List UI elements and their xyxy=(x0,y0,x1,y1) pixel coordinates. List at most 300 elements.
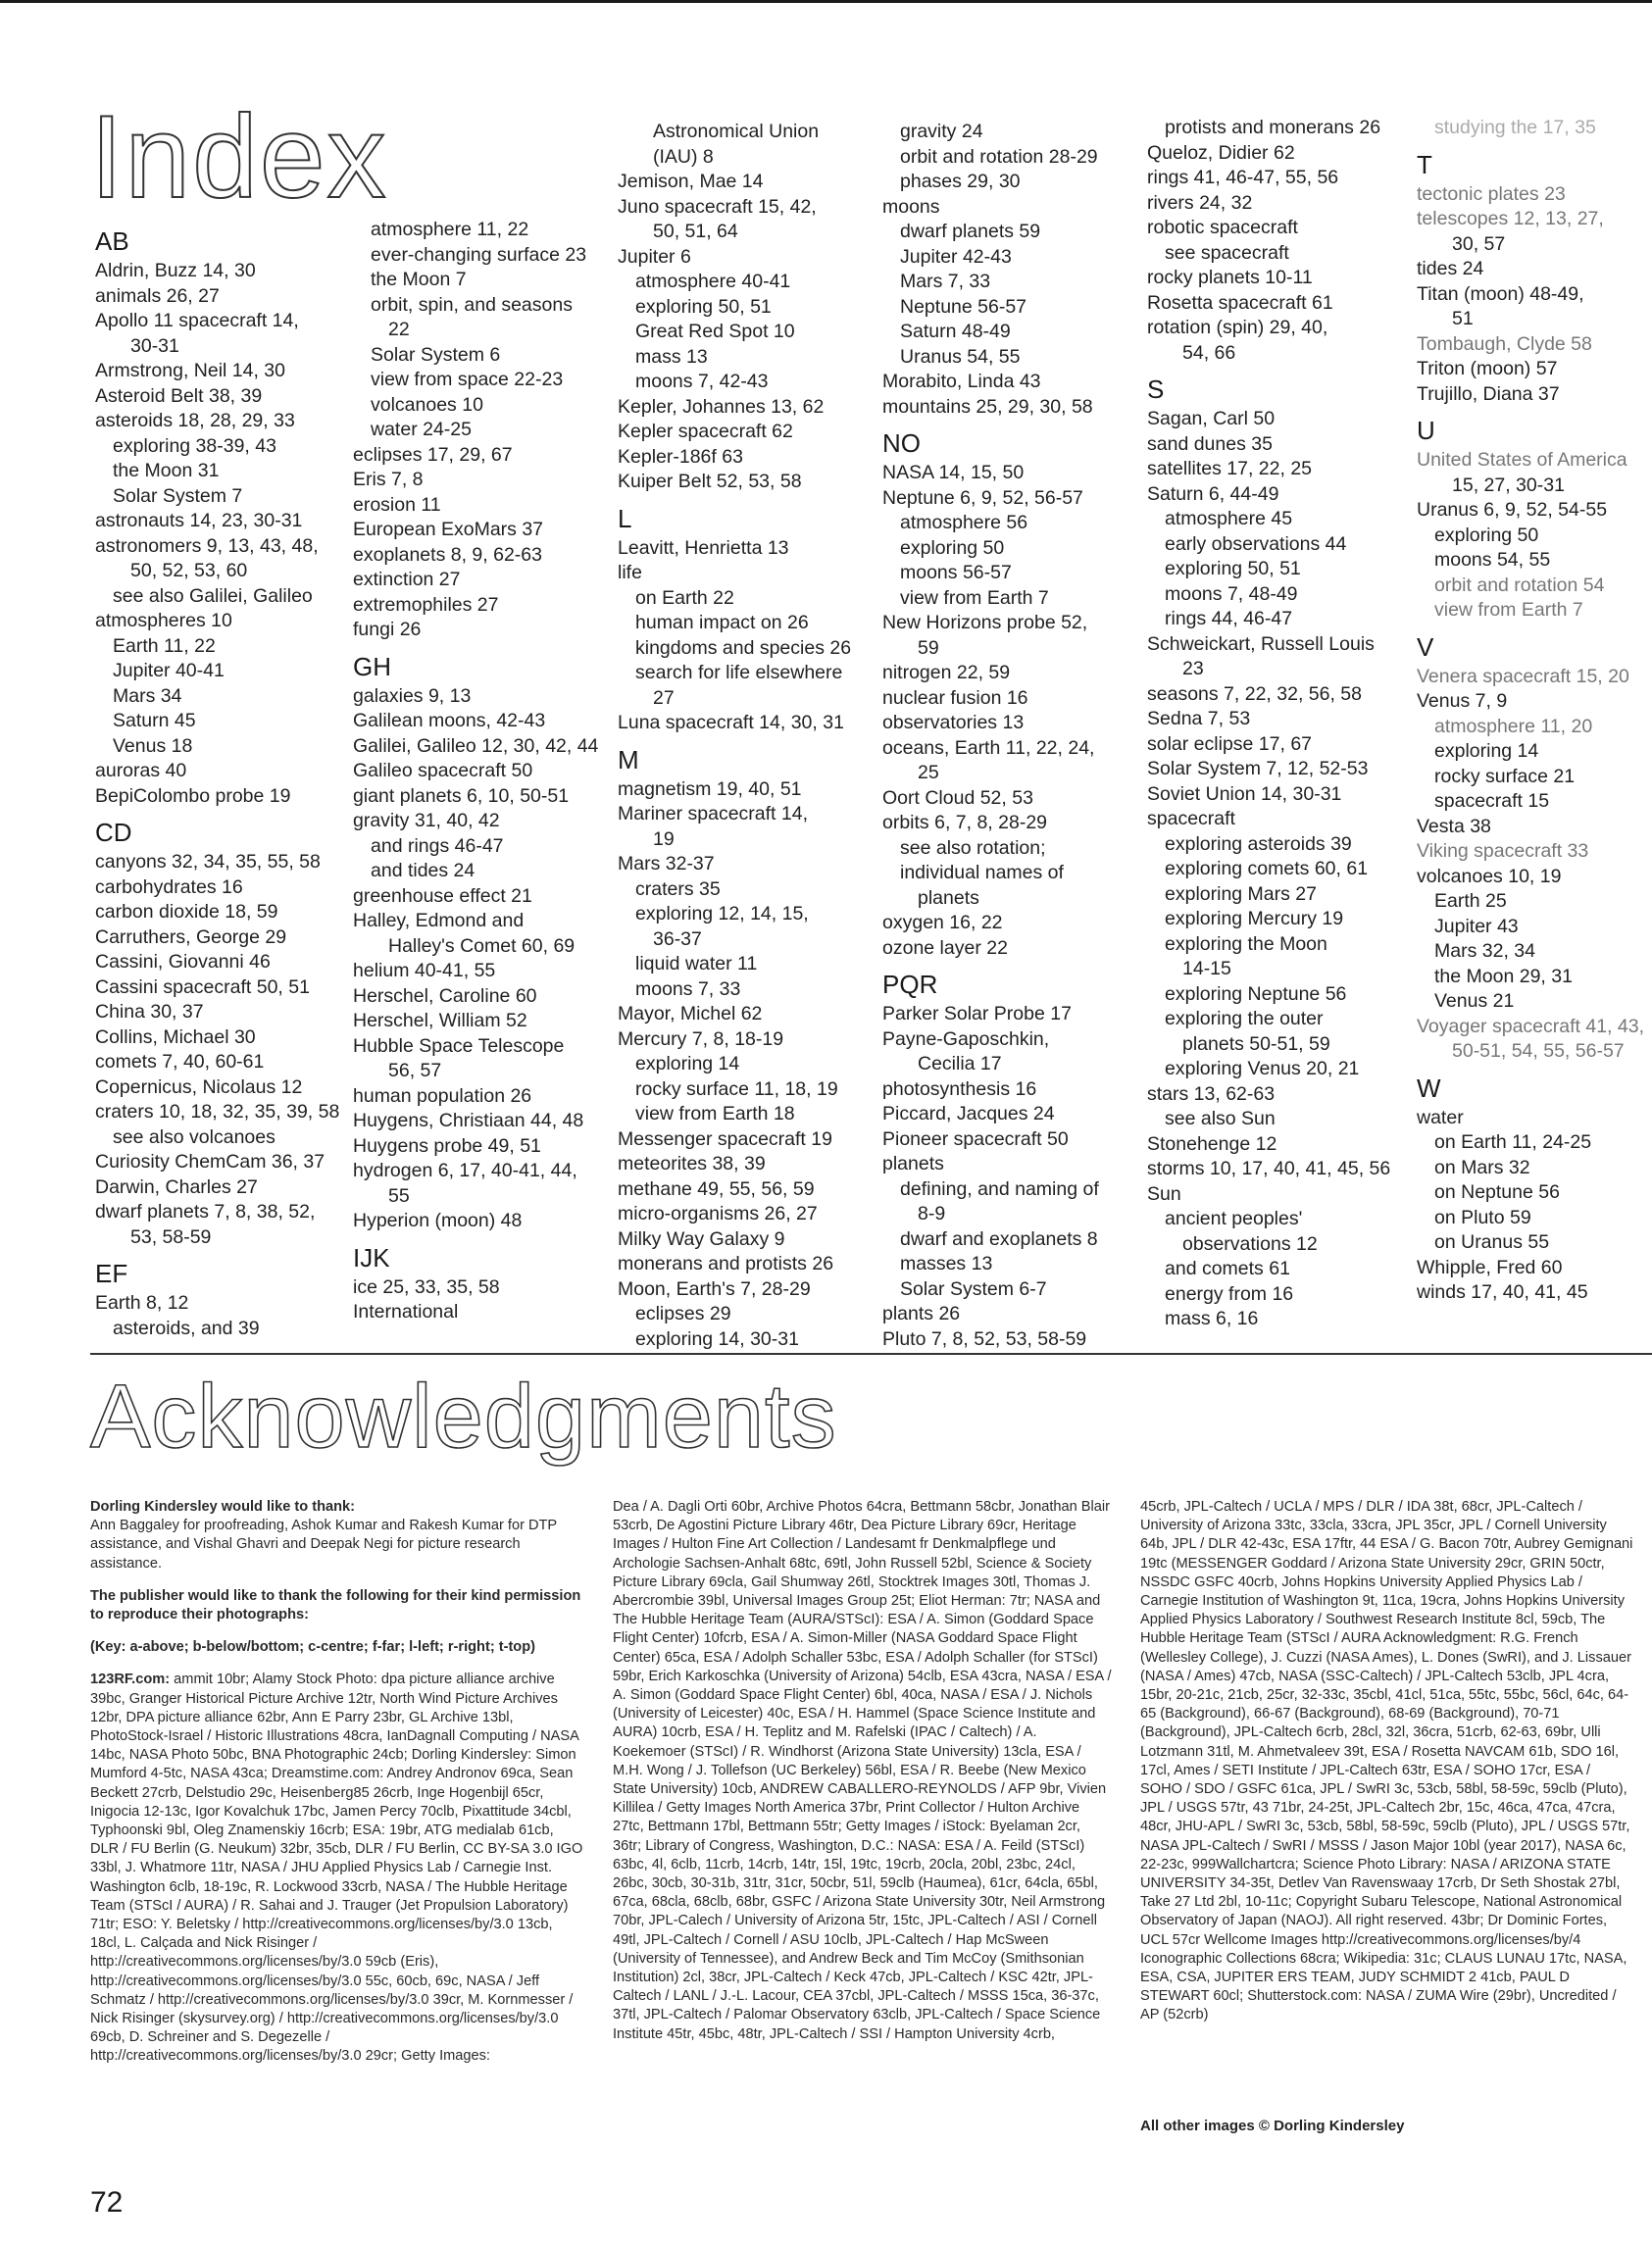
index-entry: 15, 27, 30-31 xyxy=(1452,474,1565,496)
index-entry: auroras 40 xyxy=(95,760,187,781)
index-entry: moons xyxy=(882,195,940,218)
index-entry: Venera spacecraft 15, 20 xyxy=(1417,665,1629,687)
index-entry: greenhouse effect 21 xyxy=(353,884,532,907)
index-entry: ozone layer 22 xyxy=(882,936,1008,959)
index-entry: Juno spacecraft 15, 42, xyxy=(618,195,817,218)
index-entry: Uranus 6, 9, 52, 54-55 xyxy=(1417,499,1608,521)
index-entry: telescopes 12, 13, 27, xyxy=(1417,208,1604,229)
index-entry: monerans and protists 26 xyxy=(618,1253,834,1274)
index-entry: Jupiter 40-41 xyxy=(113,660,225,681)
index-entry: 22 xyxy=(388,319,410,340)
index-entry: atmosphere 11, 20 xyxy=(1434,715,1593,737)
index-entry: see spacecraft xyxy=(1165,241,1289,264)
index-entry: canyons 32, 34, 35, 55, 58 xyxy=(95,851,321,873)
index-entry: Carruthers, George 29 xyxy=(95,925,287,948)
index-entry: Sedna 7, 53 xyxy=(1147,708,1251,729)
index-entry: mass 6, 16 xyxy=(1165,1308,1259,1329)
index-column-1 xyxy=(95,218,350,1341)
index-entry: methane 49, 55, 56, 59 xyxy=(618,1177,815,1200)
index-entry: Galileo spacecraft 50 xyxy=(353,760,533,781)
index-entry: Mayor, Michel 62 xyxy=(618,1003,763,1024)
index-entry: Saturn 6, 44-49 xyxy=(1147,482,1279,505)
index-entry: early observations 44 xyxy=(1165,532,1347,555)
index-entry: 59 xyxy=(918,636,939,659)
index-entry: view from Earth 18 xyxy=(635,1103,795,1124)
index-entry: carbon dioxide 18, 59 xyxy=(95,901,278,923)
index-entry: Copernicus, Nicolaus 12 xyxy=(95,1075,303,1098)
index-entry: Solar System 7, 12, 52-53 xyxy=(1147,758,1369,779)
index-column-3 xyxy=(618,120,877,1352)
index-entry: International xyxy=(353,1301,459,1323)
index-entry: dwarf and exoplanets 8 xyxy=(900,1227,1098,1250)
index-entry: Payne-Gaposchkin, xyxy=(882,1027,1050,1050)
index-entry: 50, 52, 53, 60 xyxy=(130,560,248,581)
index-entry: Galilei, Galileo 12, 30, 42, 44 xyxy=(353,734,599,757)
index-entry: Titan (moon) 48-49, xyxy=(1417,282,1584,305)
index-entry: carbohydrates 16 xyxy=(95,875,243,898)
index-entry: Saturn 48-49 xyxy=(900,321,1011,342)
index-entry: winds 17, 40, 41, 45 xyxy=(1417,1281,1588,1303)
index-entry: tectonic plates 23 xyxy=(1417,182,1566,205)
index-entry: view from Earth 7 xyxy=(900,586,1049,609)
index-letter-heading: AB xyxy=(95,226,129,256)
index-entry: exploring 50, 51 xyxy=(635,295,772,318)
acknowledgments-column-3 xyxy=(1140,1498,1635,2116)
index-entry: Huygens probe 49, 51 xyxy=(353,1134,541,1157)
page-number: 72 xyxy=(90,2186,124,2219)
index-entry: Sagan, Carl 50 xyxy=(1147,408,1276,429)
index-entry: atmosphere 56 xyxy=(900,512,1028,533)
index-entry: Cassini, Giovanni 46 xyxy=(95,951,271,973)
index-entry: exploring asteroids 39 xyxy=(1165,832,1352,855)
index-entry: BepiColombo probe 19 xyxy=(95,784,291,807)
index-column-4 xyxy=(882,120,1142,1352)
index-entry: on Uranus 55 xyxy=(1434,1231,1550,1253)
index-entry: planets xyxy=(918,886,979,909)
index-entry: see also volcanoes xyxy=(113,1125,275,1148)
index-entry: masses 13 xyxy=(900,1253,993,1274)
index-entry: Herschel, William 52 xyxy=(353,1010,527,1031)
index-entry: exploring the outer xyxy=(1165,1008,1324,1029)
index-entry: water xyxy=(1417,1106,1464,1128)
index-entry: Hubble Space Telescope xyxy=(353,1034,565,1057)
acknowledgments-footer: All other images © Dorling Kindersley xyxy=(1140,2118,1405,2134)
index-entry: kingdoms and species 26 xyxy=(635,636,852,659)
index-entry: seasons 7, 22, 32, 56, 58 xyxy=(1147,682,1362,705)
index-entry: galaxies 9, 13 xyxy=(353,684,472,707)
index-entry: Oort Cloud 52, 53 xyxy=(882,786,1033,809)
index-entry: Huygens, Christiaan 44, 48 xyxy=(353,1110,584,1131)
index-entry: the Moon 7 xyxy=(371,269,467,290)
index-entry: 8-9 xyxy=(918,1203,946,1224)
index-entry: Mercury 7, 8, 18-19 xyxy=(618,1027,784,1050)
index-entry: Milky Way Galaxy 9 xyxy=(618,1227,785,1250)
index-entry: exploring 50 xyxy=(900,536,1005,559)
index-entry: see also Sun xyxy=(1165,1108,1276,1129)
index-letter-heading: EF xyxy=(95,1259,128,1288)
index-entry: exploring 12, 14, 15, xyxy=(635,903,809,924)
index-entry: animals 26, 27 xyxy=(95,284,220,307)
index-entry: Stonehenge 12 xyxy=(1147,1132,1277,1155)
index-entry: Morabito, Linda 43 xyxy=(882,371,1041,392)
index-entry: 30-31 xyxy=(130,334,179,357)
index-entry: Earth 8, 12 xyxy=(95,1292,189,1314)
index-entry: 50, 51, 64 xyxy=(653,221,738,242)
section-divider xyxy=(90,1353,1652,1355)
credits-text-3: 45crb, JPL-Caltech / UCLA / MPS / DLR / IDA 38t, 68cr, JPL-Caltech / University of Arizona 33tc, 33cla, 33cra, JPL 35cr, JPL / Cornell University 64b, JPL / DLR 42-43c, ESA 17ftr, 44 ESA / G. Bacon 70tr, Aubrey Gemignani 19tc (MESSENGER Goddard / Arizona State University 29cr, GRIN 50ctr, NSSDC GSFC 40crb, Johns Hopkins University Applied Physics Lab / Carnegie Institution of Washington 9t, 11ca, 19cra, Johns Hopkins University Applied Physics Laboratory / Southwest Research Institute 8cl, 59cb, The Hubble Heritage Team (STScI / AURA Acknowledgment: R.G. French (Wellesley College), J. Cuzzi (NASA Ames), L. Dones (SwRI), and J. Lissauer (NASA / Ames) 47cb, NASA (SSC-Caltech) / JPL-Caltech 53clb, JPL 4cra, 15br, 20-21c, 21cb, 25cr, 32-33c, 35cbl, 41cl, 51ca, 55tc, 55bc, 56cl, 64c, 64-65 (Background), 66-67 (Background), 68-69 (Background), 70-71 (Background), JPL-Caltech 6crb, 28cl, 32l, 36cra, 51crb, 62-63, 69br, Ulli Lotzmann 31tl, M. Ahmetvaleev 39t, ESA / Rosetta NAVCAM 61b, SDO 16l, 17cl, Ames / SETI Institute / JPL-Caltech 63tr, ESA / SOHO 17cr, ESA / SOHO / SDO / GSFC 61ca, JPL / SwRI 3c, 53cb, 58bl, 58-59c, 59clb (Pluto), JPL / USGS 57tr, 43 71br, 24-25t, JPL-Caltech 2br, 15c, 46ca, 47ca, 47cra, 48cr, JHU-APL / SwRI 3c, 53cb, 58bl, 58-59c, 59clb (Pluto), JPL / USGS 57tr, NASA JPL-Caltech / SwRI / MSSS / Jason Major 10bl (year 2017), NASA 6c, 22-23c, 999Wallchartcra; Science Photo Library: NASA / ARIZONA STATE UNIVERSITY 34-35t, Detlev Van Ravenswaay 17crb, Dr Seth Shostak 27bl, Take 27 Ltd 2bl, 10-11c; Copyright Subaru Telescope, National Astronomical Observatory of Japan (NAOJ). All right reserved. 43br; Dr Dominic Fortes, UCL 57cr Wellcome Images http://creativecommons.org/licenses/by/4 Iconographic Collections 68cra; Wikipedia: 31c; CLAUS LUNAU 17tc, NASA, ESA, CSA, JUPITER ERS TEAM, JUDY SCHMIDT 2 41cb, PAUL D STEWART 60cl; Shutterstock.com: NASA / ZUMA Wire (29br), Uncredited / AP (52crb) xyxy=(1140,1499,1633,2023)
index-entry: Earth 11, 22 xyxy=(113,634,216,657)
index-entry: the Moon 31 xyxy=(113,460,220,481)
index-entry: Asteroid Belt 38, 39 xyxy=(95,384,263,407)
index-entry: Mars 7, 33 xyxy=(900,271,991,292)
index-entry: Jupiter 43 xyxy=(1434,915,1519,937)
ack-paragraph-text: Ann Baggaley for proofreading, Ashok Kumar and Rakesh Kumar for DTP assistance, and Vishal Ghavri and Deepak Negi for picture research assistance. xyxy=(90,1518,557,1572)
index-entry: asteroids, and 39 xyxy=(113,1317,260,1339)
index-entry: Whipple, Fred 60 xyxy=(1417,1256,1563,1278)
index-entry: Jupiter 42-43 xyxy=(900,245,1012,268)
index-entry: exploring 50 xyxy=(1434,524,1539,546)
index-entry: astronauts 14, 23, 30-31 xyxy=(95,510,303,531)
index-entry: China 30, 37 xyxy=(95,1001,204,1023)
index-entry: satellites 17, 22, 25 xyxy=(1147,458,1313,479)
index-entry: water 24-25 xyxy=(371,419,472,440)
index-entry: exoplanets 8, 9, 62-63 xyxy=(353,543,542,566)
index-column-6 xyxy=(1417,116,1652,1306)
acknowledgments-title: Acknowledgments xyxy=(90,1367,837,1467)
index-entry: Hyperion (moon) 48 xyxy=(353,1210,523,1231)
index-entry: 30, 57 xyxy=(1452,232,1506,255)
index-entry: volcanoes 10 xyxy=(371,393,483,416)
ack-paragraph-heading: Dorling Kindersley would like to thank: xyxy=(90,1499,356,1515)
index-entry: ice 25, 33, 35, 58 xyxy=(353,1275,500,1298)
index-entry: individual names of xyxy=(900,862,1064,883)
index-entry: atmospheres 10 xyxy=(95,610,232,631)
index-entry: rings 44, 46-47 xyxy=(1165,608,1293,629)
index-entry: phases 29, 30 xyxy=(900,171,1021,192)
index-entry: Mars 32, 34 xyxy=(1434,940,1535,962)
index-entry: micro-organisms 26, 27 xyxy=(618,1203,818,1224)
index-entry: Triton (moon) 57 xyxy=(1417,358,1558,379)
index-entry: sand dunes 35 xyxy=(1147,432,1273,455)
index-entry: rings 41, 46-47, 55, 56 xyxy=(1147,167,1339,188)
index-letter-heading: S xyxy=(1147,374,1165,404)
index-entry: protists and monerans 26 xyxy=(1165,117,1381,138)
index-entry: gravity 31, 40, 42 xyxy=(353,810,500,831)
index-entry: Uranus 54, 55 xyxy=(900,345,1021,368)
index-entry: 50-51, 54, 55, 56-57 xyxy=(1452,1040,1625,1062)
index-entry: Mars 32-37 xyxy=(618,853,715,874)
index-entry: dwarf planets 7, 8, 38, 52, xyxy=(95,1201,316,1223)
index-entry: Great Red Spot 10 xyxy=(635,321,795,342)
index-entry: ever-changing surface 23 xyxy=(371,243,587,266)
index-entry: tides 24 xyxy=(1417,258,1484,279)
index-entry: planets 50-51, 59 xyxy=(1182,1032,1330,1055)
index-entry: gravity 24 xyxy=(900,121,983,142)
index-entry: 27 xyxy=(653,686,675,709)
index-entry: atmosphere 45 xyxy=(1165,508,1293,529)
index-entry: Astronomical Union xyxy=(653,121,820,142)
index-entry: and tides 24 xyxy=(371,860,476,881)
index-entry: extremophiles 27 xyxy=(353,593,499,616)
index-entry: exploring Mercury 19 xyxy=(1165,908,1344,929)
index-entry: orbit and rotation 28-29 xyxy=(900,145,1098,168)
index-entry: see also rotation; xyxy=(900,836,1046,859)
index-entry: craters 10, 18, 32, 35, 39, 58 xyxy=(95,1101,340,1123)
index-entry: moons 7, 33 xyxy=(635,977,741,1000)
index-entry: erosion 11 xyxy=(353,493,441,516)
index-entry: Viking spacecraft 33 xyxy=(1417,840,1589,862)
index-entry: Venus 18 xyxy=(113,734,193,757)
index-entry: Galilean moons, 42-43 xyxy=(353,710,546,731)
index-entry: ancient peoples' xyxy=(1165,1208,1303,1229)
index-entry: helium 40-41, 55 xyxy=(353,960,496,981)
index-entry: Armstrong, Neil 14, 30 xyxy=(95,360,286,381)
index-entry: exploring Mars 27 xyxy=(1165,882,1317,905)
index-entry: moons 54, 55 xyxy=(1434,549,1551,571)
index-entry: energy from 16 xyxy=(1165,1282,1294,1305)
index-entry: storms 10, 17, 40, 41, 45, 56 xyxy=(1147,1158,1391,1179)
index-entry: Piccard, Jacques 24 xyxy=(882,1103,1055,1124)
index-entry: Halley, Edmond and xyxy=(353,910,525,931)
index-entry: mass 13 xyxy=(635,345,708,368)
index-entry: Solar System 6 xyxy=(371,343,501,366)
index-letter-heading: CD xyxy=(95,818,132,847)
index-entry: the Moon 29, 31 xyxy=(1434,965,1573,987)
index-entry: on Earth 11, 24-25 xyxy=(1434,1131,1592,1153)
index-entry: search for life elsewhere xyxy=(635,662,843,683)
acknowledgments-column-2 xyxy=(613,1498,1113,2058)
index-entry: view from Earth 7 xyxy=(1434,599,1583,621)
index-entry: rocky surface 21 xyxy=(1434,765,1576,787)
index-entry: liquid water 11 xyxy=(635,953,758,974)
index-entry: Pluto 7, 8, 52, 53, 58-59 xyxy=(882,1327,1087,1350)
index-letter-heading: GH xyxy=(353,651,391,681)
index-entry: human impact on 26 xyxy=(635,612,809,633)
index-entry: hydrogen 6, 17, 40-41, 44, xyxy=(353,1160,577,1181)
index-entry: photosynthesis 16 xyxy=(882,1077,1037,1100)
index-entry: Leavitt, Henrietta 13 xyxy=(618,536,789,559)
top-rule xyxy=(0,0,1652,3)
index-entry: exploring Venus 20, 21 xyxy=(1165,1058,1360,1079)
index-entry: observations 12 xyxy=(1182,1232,1318,1255)
index-entry: Halley's Comet 60, 69 xyxy=(388,934,576,957)
index-entry: rivers 24, 32 xyxy=(1147,191,1253,214)
index-entry: planets xyxy=(882,1153,944,1174)
index-entry: view from space 22-23 xyxy=(371,369,564,390)
index-letter-heading: L xyxy=(618,503,632,533)
acknowledgments-column-1 xyxy=(90,1498,585,2080)
index-letter-heading: PQR xyxy=(882,970,938,999)
index-entry: Tombaugh, Clyde 58 xyxy=(1417,332,1592,355)
index-column-5 xyxy=(1147,116,1417,1332)
index-entry: spacecraft xyxy=(1147,808,1235,829)
index-entry: observatories 13 xyxy=(882,712,1025,733)
index-entry: 55 xyxy=(388,1184,410,1207)
index-title: Index xyxy=(90,91,388,223)
index-entry: Curiosity ChemCam 36, 37 xyxy=(95,1151,325,1173)
index-entry: 19 xyxy=(653,827,675,850)
index-entry: Moon, Earth's 7, 28-29 xyxy=(618,1277,811,1300)
index-entry: human population 26 xyxy=(353,1084,532,1107)
index-entry: 54, 66 xyxy=(1182,341,1236,364)
index-entry: on Neptune 56 xyxy=(1434,1181,1560,1203)
index-entry: NASA 14, 15, 50 xyxy=(882,462,1025,483)
index-entry: mountains 25, 29, 30, 58 xyxy=(882,395,1093,418)
index-entry: exploring the Moon xyxy=(1165,932,1327,955)
index-entry: giant planets 6, 10, 50-51 xyxy=(353,784,570,807)
index-letter-heading: IJK xyxy=(353,1242,390,1273)
index-entry: rotation (spin) 29, 40, xyxy=(1147,317,1328,338)
index-entry: craters 35 xyxy=(635,877,721,900)
index-entry: moons 7, 42-43 xyxy=(635,371,769,392)
index-entry: and rings 46-47 xyxy=(371,834,504,857)
index-entry: extinction 27 xyxy=(353,569,461,590)
index-entry: Pioneer spacecraft 50 xyxy=(882,1127,1069,1150)
index-entry: oxygen 16, 22 xyxy=(882,912,1003,933)
index-entry: Kepler, Johannes 13, 62 xyxy=(618,395,825,418)
index-entry: rocky surface 11, 18, 19 xyxy=(635,1077,838,1100)
index-entry: atmosphere 11, 22 xyxy=(371,219,529,240)
index-entry: volcanoes 10, 19 xyxy=(1417,865,1562,887)
index-entry: moons 56-57 xyxy=(900,562,1012,583)
index-entry: exploring 14 xyxy=(635,1053,740,1074)
index-entry: 23 xyxy=(1182,658,1204,679)
index-entry: rocky planets 10-11 xyxy=(1147,267,1313,288)
index-entry: studying the 17, 35 xyxy=(1434,117,1596,138)
index-entry: Aldrin, Buzz 14, 30 xyxy=(95,260,256,281)
ack-paragraph xyxy=(90,1638,585,1657)
index-letter-heading: W xyxy=(1417,1073,1441,1103)
index-entry: see also Galilei, Galileo xyxy=(113,584,313,607)
index-entry: plants 26 xyxy=(882,1303,961,1324)
index-entry: Jemison, Mae 14 xyxy=(618,171,764,192)
index-entry: orbits 6, 7, 8, 28-29 xyxy=(882,812,1048,833)
ack-paragraph-heading: 123RF.com: xyxy=(90,1672,171,1688)
index-entry: Collins, Michael 30 xyxy=(95,1025,256,1048)
index-entry: Darwin, Charles 27 xyxy=(95,1175,258,1198)
index-entry: exploring 14 xyxy=(1434,740,1539,762)
credits-text-2: Dea / A. Dagli Orti 60br, Archive Photos 64cra, Bettmann 58cbr, Jonathan Blair 53crb, De Agostini Picture Library 46tr, Dea Picture Library 69cr, Heritage Images / Hulton Fine Art Collection / Landesamt fr Denkmalpflege und Archologie Sachsen-Anhalt 68tc, 69tl, John Russell 52bl, Science & Society Picture Library 69cla, Gail Shumway 26tl, Stocktrek Images 30tl, Thomas J. Abercrombie 39bl, Universal Images Group 25t; Eliot Herman: 7tr; NASA and The Hubble Heritage Team (AURA/STScI): ESA / A. Simon (Goddard Space Flight Center) 10fcrb, ESA / A. Simon-Miller (NASA Goddard Space Flight Center) 65ca, ESA / Adolph Schaller 53bc, ESA / Adolph Schaller (for STScI) 59br, Erich Karkoschka (University of Arizona) 54clb, ESA 43cra, NASA / ESA / A. Simon (Goddard Space Flight Center) 6bl, 40ca, NASA / ESA / J. Nichols (University of Leicester) 40c, ESA / H. Hammel (Space Science Institute and AURA) 10crb, ESA / H. Teplitz and M. Rafelski (IPAC / Caltech) / A. Koekemoer (STScI) / R. Windhorst (Arizona State University) 13cla, ESA / M.H. Wong / J. Tollefson (UC Berkeley) 56bl, ESA / R. Beebe (New Mexico State University) 10cb, ANDREW CABALLERO-REYNOLDS / AFP 9br, Vivien Killilea / Getty Images North America 37br, Print Collector / Hulton Archive 27tc, Bettmann 17bl, Bettmann 55tr; Getty Images / iStock: Byelaman 2cr, 36tr; Library of Congress, Washington, D.C.: NASA: ESA / A. Feild (STScI) 63bc, 4l, 6clb, 11crb, 14crb, 14tr, 15l, 19tc, 19crb, 20cla, 20bl, 23bc, 24cl, 26bc, 30cb, 30-31b, 31tr, 31cr, 50cbr, 51l, 59clb (Haumea), 61cr, 64cla, 65bl, 67ca, 68cla, 68clb, 68br, GSFC / Arizona State University 30tr, Neil Armstrong 70br, JPL-Calech / University of Arizona 5tr, 15tc, JPL-Caltech / ASI / Cornell 49tl, JPL-Caltech / Cornell / ASU 10clb, JPL-Caltech / Hap McSween (University of Tennessee), and Andrew Beck and Tim McCoy (Smithsonian Institution) 2cl, 38cr, JPL-Caltech / Keck 47cb, JPL-Caltech / KSC 42tr, JPL-Caltech / LANL / J.-L. Lacour, CEA 37cbl, JPL-Caltech / MSSS 15ca, 36-37c, 37tl, JPL-Caltech / Palomar Observatory 63clb, JPL-Caltech / Space Science Institute 45tr, 45bc, 48tr, JPL-Caltech / SSI / Hampton University 4crb, xyxy=(613,1499,1112,2042)
index-entry: Mars 34 xyxy=(113,684,182,707)
index-entry: Neptune 6, 9, 52, 56-57 xyxy=(882,486,1083,509)
index-entry: 53, 58-59 xyxy=(130,1225,212,1248)
index-entry: United States of America xyxy=(1417,449,1627,471)
index-entry: Herschel, Caroline 60 xyxy=(353,984,537,1007)
index-entry: 25 xyxy=(918,762,939,783)
index-entry: New Horizons probe 52, xyxy=(882,612,1088,633)
index-letter-heading: NO xyxy=(882,428,921,458)
index-entry: exploring 14, 30-31 xyxy=(635,1327,799,1350)
index-entry: life xyxy=(618,562,642,583)
index-entry: Parker Solar Probe 17 xyxy=(882,1003,1072,1024)
index-entry: Cecilia 17 xyxy=(918,1053,1002,1074)
ack-paragraph xyxy=(90,1671,585,2066)
index-entry: Kuiper Belt 52, 53, 58 xyxy=(618,471,802,492)
index-entry: Solar System 7 xyxy=(113,484,243,507)
index-entry: Venus 7, 9 xyxy=(1417,690,1508,712)
index-entry: 56, 57 xyxy=(388,1060,442,1081)
index-entry: on Mars 32 xyxy=(1434,1156,1530,1178)
ack-paragraph-text: ammit 10br; Alamy Stock Photo: dpa picture alliance archive 39bc, Granger Historical Picture Archive 12tr, North Wind Picture Archives 12br, DPA picture alliance 62br, Ann E Parry 23br, GL Archive 13bl, PhotoStock-Israel / Historic Illustrations 48cra, IanDagnall Computing / NASA 14bc, NASA Photo 50bc, BNA Photographic 24cb; Dorling Kindersley: Simon Mumford 4-5tc, NASA 43ca; Dreamstime.com: Andrey Andronov 69ca, Sean Beckett 27crb, Delstudio 29c, Heisenberg85 26crb, Inge Hogenbijl 65cr, Inigocia 12-13c, Igor Kovalchuk 17bc, Jamen Percy 70clb, Pixattitude 34cbl, Typhoonski 9bl, Oleg Znamenskiy 16crb; ESA: 19br, ATG medialab 61cb, DLR / FU Berlin (G. Neukum) 32br, 35cb, DLR / FU Berlin, CC BY-SA 3.0 IGO 33bl, J. Whatmore 11tr, NASA / JHU Applied Physics Lab / Carnegie Inst. Washington 6clb, 18-19c, R. Lockwood 33crb, NASA / The Hubble Heritage Team (STScI / AURA) / R. Sahai and J. Trauger (Jet Propulsion Laboratory) 71tr; ESO: Y. Beletsky / http://creativecommons.org/licenses/by/3.0 13cb, 18cl, L. Calçada and Nick Risinger / http://creativecommons.org/licenses/by/3.0 59cb (Eris), http://creativecommons.org/licenses/by/3.0 55c, 60cb, 69c, NASA / Jeff Schmatz / http://creativecommons.org/licenses/by/3.0 39cr, M. Kornmesser / Nick Risinger (skysurvey.org) / http://creativecommons.org/licenses/by/3.0 69cb, D. Schreiner and S. Degezelle / http://creativecommons.org/licenses/by/3.0 29cr; Getty Images: xyxy=(90,1672,583,2065)
index-entry: dwarf planets 59 xyxy=(900,221,1041,242)
index-entry: nuclear fusion 16 xyxy=(882,686,1028,709)
index-entry: Kepler-186f 63 xyxy=(618,445,743,468)
index-entry: Jupiter 6 xyxy=(618,245,691,268)
index-entry: on Pluto 59 xyxy=(1434,1206,1531,1228)
index-entry: Solar System 6-7 xyxy=(900,1277,1047,1300)
index-entry: meteorites 38, 39 xyxy=(618,1153,766,1174)
index-entry: Venus 21 xyxy=(1434,990,1515,1012)
index-entry: orbit, spin, and seasons xyxy=(371,293,573,316)
index-entry: Apollo 11 spacecraft 14, xyxy=(95,310,299,331)
index-entry: and comets 61 xyxy=(1165,1258,1290,1279)
index-column-2 xyxy=(353,218,613,1325)
index-entry: eclipses 17, 29, 67 xyxy=(353,443,513,466)
ack-paragraph-heading: The publisher would like to thank the following for their kind permission to reproduce their photographs: xyxy=(90,1587,581,1623)
index-entry: 14-15 xyxy=(1182,958,1231,979)
index-entry: solar eclipse 17, 67 xyxy=(1147,732,1313,755)
index-entry: 51 xyxy=(1452,308,1474,329)
index-entry: Messenger spacecraft 19 xyxy=(618,1127,832,1150)
index-entry: comets 7, 40, 60-61 xyxy=(95,1051,265,1073)
index-entry: spacecraft 15 xyxy=(1434,790,1550,812)
index-entry: (IAU) 8 xyxy=(653,145,714,168)
index-entry: Vesta 38 xyxy=(1417,815,1491,837)
index-entry: Rosetta spacecraft 61 xyxy=(1147,291,1333,314)
index-entry: Cassini spacecraft 50, 51 xyxy=(95,975,310,998)
ack-paragraph xyxy=(90,1498,585,1573)
index-entry: Mariner spacecraft 14, xyxy=(618,803,809,824)
index-entry: orbit and rotation 54 xyxy=(1434,574,1605,596)
index-entry: exploring comets 60, 61 xyxy=(1165,858,1369,879)
index-entry: Saturn 45 xyxy=(113,710,196,731)
index-letter-heading: U xyxy=(1417,416,1435,445)
index-entry: Schweickart, Russell Louis xyxy=(1147,632,1375,655)
ack-paragraph-heading: (Key: a-above; b-below/bottom; c-centre; f-far; l-left; r-right; t-top) xyxy=(90,1639,535,1656)
index-entry: nitrogen 22, 59 xyxy=(882,662,1011,683)
index-entry: exploring 50, 51 xyxy=(1165,558,1301,579)
index-entry: Trujillo, Diana 37 xyxy=(1417,382,1560,405)
index-entry: exploring 38-39, 43 xyxy=(113,434,276,457)
index-entry: magnetism 19, 40, 51 xyxy=(618,777,802,800)
index-entry: Luna spacecraft 14, 30, 31 xyxy=(618,712,844,733)
ack-paragraph xyxy=(90,1587,585,1624)
index-entry: Kepler spacecraft 62 xyxy=(618,421,793,442)
index-entry: exploring Neptune 56 xyxy=(1165,982,1347,1005)
index-entry: on Earth 22 xyxy=(635,586,734,609)
index-entry: Earth 25 xyxy=(1434,890,1507,912)
index-entry: Neptune 56-57 xyxy=(900,295,1027,318)
index-entry: astronomers 9, 13, 43, 48, xyxy=(95,534,319,557)
index-entry: defining, and naming of xyxy=(900,1177,1099,1200)
index-entry: fungi 26 xyxy=(353,619,422,640)
index-entry: atmosphere 40-41 xyxy=(635,271,791,292)
index-entry: 36-37 xyxy=(653,927,702,950)
index-letter-heading: T xyxy=(1417,149,1432,179)
index-entry: stars 13, 62-63 xyxy=(1147,1082,1276,1105)
index-letter-heading: V xyxy=(1417,631,1434,662)
index-entry: robotic spacecraft xyxy=(1147,217,1298,238)
index-entry: Soviet Union 14, 30-31 xyxy=(1147,782,1342,805)
index-entry: Voyager spacecraft 41, 43, xyxy=(1417,1015,1644,1037)
index-entry: Eris 7, 8 xyxy=(353,469,424,490)
index-entry: oceans, Earth 11, 22, 24, xyxy=(882,736,1095,759)
index-entry: Queloz, Didier 62 xyxy=(1147,141,1295,164)
index-letter-heading: M xyxy=(618,744,639,774)
index-entry: Sun xyxy=(1147,1182,1181,1205)
index-entry: eclipses 29 xyxy=(635,1303,731,1324)
index-entry: European ExoMars 37 xyxy=(353,519,544,540)
